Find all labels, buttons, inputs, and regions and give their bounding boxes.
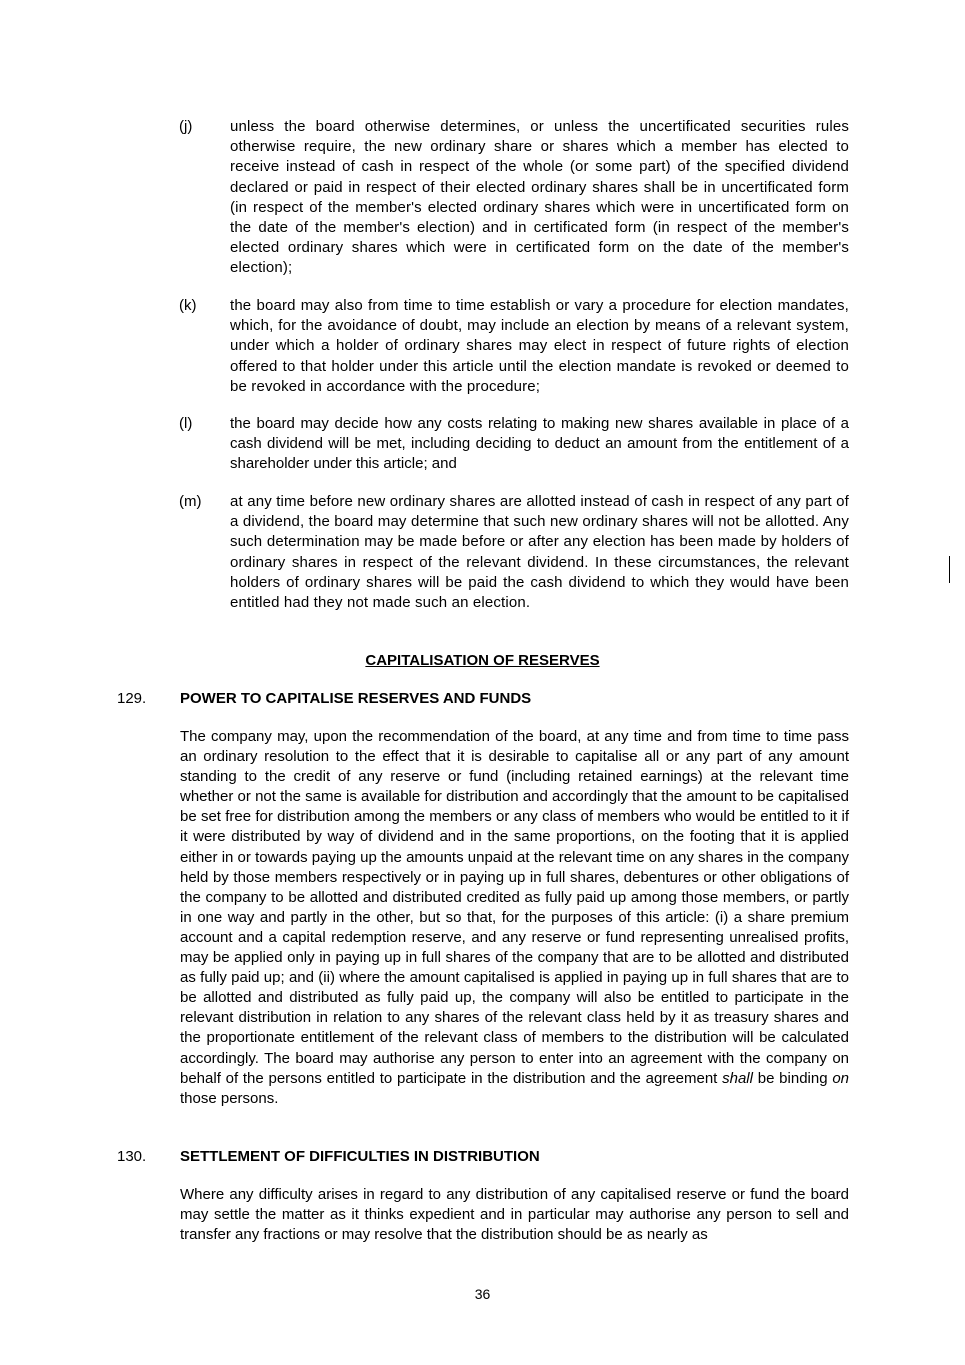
article-130-body: Where any difficulty arises in regard to any distribution of any capitalised reserve or fund the board may settle the matter as it thinks expedient and in particular may authorise any person to sell and transfer any fractions or may resolve that the distribution should be as nearly as xyxy=(180,1186,849,1244)
article-129-italic-on: on xyxy=(832,1069,850,1087)
clause-label: (l) xyxy=(179,415,193,432)
clause-text: at any time before new ordinary shares are allotted instead of cash in respect of any part of a dividend, the board may determine that such new ordinary shares will not be allotted. Any such determination may be made before or after any election has been made by holders of ordinary shares in respect of the relevant dividend. In these circumstances, the relevant holders of ordinary shares will be paid the cash dividend to which they would have been entitled had they not made such an election. xyxy=(230,493,849,612)
page-number: 36 xyxy=(474,1286,491,1302)
article-129-body xyxy=(180,727,849,1109)
article-130-title: SETTLEMENT OF DIFFICULTIES IN DISTRIBUTION xyxy=(180,1148,540,1165)
article-129-italic-shall: shall xyxy=(722,1069,753,1087)
clause-text: the board may also from time to time establish or vary a procedure for election mandates, which, for the avoidance of doubt, may include an election by means of a relevant system, under which a holder of ordinary shares may elect in respect of future rights of election offered to that holder under this article until the election mandate is revoked or deemed to be revoked in accordance with the procedure; xyxy=(230,297,849,395)
clause-label: (k) xyxy=(179,297,197,314)
article-129-text-end: those persons. xyxy=(180,1089,279,1107)
article-129-title: POWER TO CAPITALISE RESERVES AND FUNDS xyxy=(180,690,532,707)
article-130-number: 130. xyxy=(117,1148,147,1165)
clause-text: unless the board otherwise determines, or unless the uncertificated securities rules otherwise require, the new ordinary share or shares which a member has elected to receive instead of cash in respect of the whole (or some part) of the specified dividend declared or paid in respect of their elected ordinary shares shall be in uncertificated form (in respect of the member's elected ordinary shares which were in uncertificated form on the date of the member's election) and in certificated form (in respect of the member's elected ordinary shares which were in certificated form on the date of the member's election); xyxy=(230,118,849,277)
clause-text: the board may decide how any costs relating to making new shares available in place of a cash dividend will be met, including deciding to deduct an amount from the entitlement of a shareholder under this article; and xyxy=(230,415,849,473)
margin-change-bar xyxy=(949,556,950,583)
article-129-text: The company may, upon the recommendation of the board, at any time and from time to time pass an ordinary resolution to the effect that it is desirable to capitalise all or any part of any amount standing to the credit of any reserve or fund (including retained earnings) at the relevant time whether or not the same is available for distribution and accordingly that the amount to be capitalised be set free for distribution among the members or any class of members who would be entitled to it if it were distributed by way of dividend and in the same proportions, on the footing that it is applied either in or towards paying up the amounts unpaid at the relevant time on any shares in the company held by those members respectively or in paying up in full shares, debentures or other obligations of the company to be allotted and distributed credited as fully paid up among those members, or partly in one way and partly in the other, but so that, for the purposes of this article: (i) a share premium account and a capital redemption reserve, and any reserve or fund representing unrealised profits, may be applied only in paying up in full shares of the company that are to be allotted and distributed as fully paid up; and (ii) where the amount capitalised is applied in paying up in full shares that are to be allotted and distributed as fully paid up, the company will also be entitled to participate in the relevant distribution in relation to any shares of the relevant class held by it as treasury shares and the proportionate entitlement of the relevant class of members to the distribution will be calculated accordingly. The board may authorise any person to enter into an agreement with the company on behalf of the persons entitled to participate in the distribution and the agreement xyxy=(180,728,849,1087)
article-129-number: 129. xyxy=(117,690,147,707)
clause-label: (j) xyxy=(179,118,193,135)
clause-label: (m) xyxy=(179,493,202,510)
article-129-text-mid: be binding xyxy=(757,1069,828,1087)
section-heading: CAPITALISATION OF RESERVES xyxy=(365,652,600,669)
